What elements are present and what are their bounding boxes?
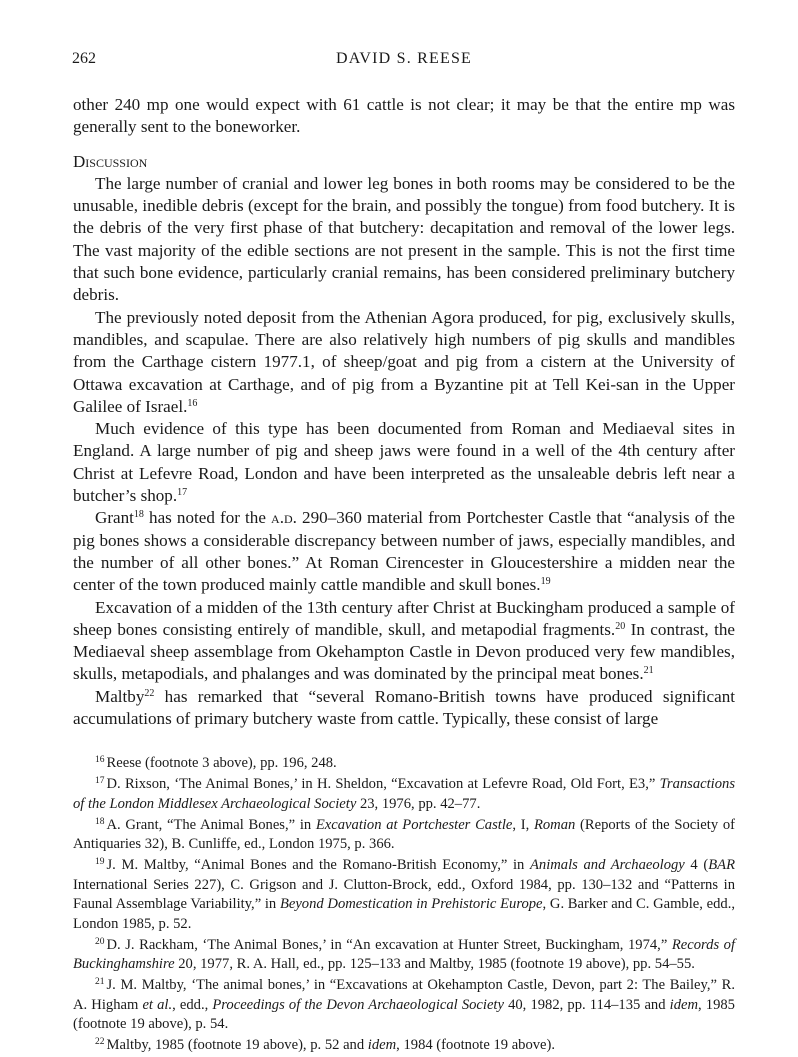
page xyxy=(73,50,735,1057)
footnote-text: 20, 1977, R. A. Hall, ed., pp. 125–133 and Maltby, 1985 (footnote 19 above), pp. 54–55. xyxy=(174,956,695,973)
paragraph xyxy=(73,686,735,731)
footnote-number: 16 xyxy=(95,755,105,766)
paragraph xyxy=(73,597,735,686)
footnote-text: 4 ( xyxy=(684,857,709,874)
footnote-number: 20 xyxy=(95,936,105,947)
paragraph xyxy=(73,307,735,418)
paragraph-text: Grant xyxy=(95,508,134,528)
footnote-title: Records of Buckinghamshire xyxy=(73,936,736,973)
footnote-reference[interactable]: 21 xyxy=(643,665,654,677)
footnote-text: Maltby, 1985 (footnote 19 above), p. 52 and xyxy=(106,1037,368,1054)
footnote-text: , G. Barker and C. Gamble, edd., London 1985, p. 52. xyxy=(73,896,735,932)
footnote-title: Excavation at Portchester Castle xyxy=(315,816,513,833)
paragraph-text: The previously noted deposit from the Athenian Agora produced, for pig, exclusively skulls, mandibles, and scapulae. There are also relatively high numbers of pig skulls and mandibles from the Carthage cistern 1977.1, of sheep/goat and pig from a cistern at the University of Ottawa excavation at Carthage, and of pig from a Byzantine pit at Tell Kei-san in the Upper Galilee of Israel. xyxy=(73,307,735,416)
footnote-number: 17 xyxy=(95,776,105,787)
footnote-number: 21 xyxy=(95,977,105,988)
footnote-title: Roman xyxy=(533,816,576,833)
footnote-title: idem xyxy=(367,1037,397,1054)
footnote-text: 40, 1982, pp. 114–135 and xyxy=(503,996,670,1013)
footnote-title: Proceedings of the Devon Archaeological Society xyxy=(212,996,504,1013)
section-heading: Discussion xyxy=(73,151,148,171)
paragraph-text: Much evidence of this type has been documented from Roman and Mediaeval sites in England. A large number of pig and sheep jaws were found in a well of the 4th century after Christ at Lefevre Road, London and have been interpreted as the unsaleable debris left near a butcher’s shop. xyxy=(73,419,735,506)
footnote-reference[interactable]: 17 xyxy=(177,487,188,499)
page-number: 262 xyxy=(72,50,96,67)
footnote-text: 23, 1976, pp. 42–77. xyxy=(356,795,481,812)
footnote-text: Reese (footnote 3 above), pp. 196, 248. xyxy=(106,755,337,772)
footnote-text: (Reports of the Society of Antiquaries 32), B. Cunliffe, ed., London 1975, p. 366. xyxy=(73,816,735,853)
footnote-title: BAR xyxy=(708,857,735,874)
footnote xyxy=(73,1036,735,1055)
paragraph-text: Excavation of a midden of the 13th century after Christ at Buckingham produced a sample of sheep bones consisting entirely of mandible, skull, and metapodial fragments. xyxy=(73,597,735,639)
footnote-text: , edd., xyxy=(172,996,213,1013)
footnote-title: idem xyxy=(669,996,699,1013)
paragraph-text: In contrast, the Mediaeval sheep assemblage from Okehampton Castle in Devon produced very few mandibles, skulls, metapodials, and phalanges and was dominated by the principal meat bones. xyxy=(73,619,736,684)
footnote-number: 22 xyxy=(95,1037,105,1048)
footnote-title: Animals and Archaeology xyxy=(529,857,685,874)
footnote-reference[interactable]: 19 xyxy=(540,576,551,588)
paragraph: The large number of cranial and lower leg bones in both rooms may be considered to be the unusable, inedible debris (except for the brain, and possibly the tongue) from food butchery. It is the debris of the very first phase of that butchery: decapitation and removal of the lower legs. The vast majority of the edible sections are not present in the sample. This is not the first time that such bone evidence, particularly cranial remains, has been considered preliminary butchery debris. xyxy=(73,173,735,305)
footnote-number: 18 xyxy=(95,816,105,827)
footnote-text: A. Grant, “The Animal Bones,” in xyxy=(106,816,316,833)
footnote-reference[interactable]: 20 xyxy=(615,620,626,632)
footnote xyxy=(73,816,735,855)
footnote-title: et al. xyxy=(142,996,173,1013)
footnote-number: 19 xyxy=(95,857,105,868)
footnote xyxy=(73,856,735,934)
footnote xyxy=(73,775,735,814)
paragraph-text: 290–360 material from Portchester Castle that “analysis of the pig bones shows a considerable discrepancy between number of jaws, especially mandibles, and the number of all other bones.” At Roman Cirencester in Gloucestershire a midden near the center of the town produced mainly cattle mandible and skull bones. xyxy=(73,508,735,595)
paragraph xyxy=(73,418,735,507)
page-header xyxy=(73,50,735,76)
body-text xyxy=(73,94,735,730)
footnote xyxy=(73,936,735,975)
footnote-text: , I, xyxy=(512,816,534,833)
footnote-text: , 1984 (footnote 19 above). xyxy=(396,1037,556,1054)
footnote-text: , 1985 (footnote 19 above), p. 54. xyxy=(73,996,735,1033)
footnote-title: Transactions of the London Middlesex Archaeological Society xyxy=(73,776,735,812)
footnote-reference[interactable]: 18 xyxy=(133,509,144,521)
footnote xyxy=(73,754,735,773)
footnote xyxy=(73,976,735,1034)
paragraph: other 240 mp one would expect with 61 cattle is not clear; it may be that the entire mp was generally sent to the boneworker. xyxy=(73,95,735,137)
paragraph-text: has noted for the xyxy=(143,508,272,528)
footnote-reference[interactable]: 16 xyxy=(187,397,198,409)
footnote-text: D. J. Rackham, ‘The Animal Bones,’ in “An excavation at Hunter Street, Buckingham, 1974,” xyxy=(106,936,672,953)
footnote-text: J. M. Maltby, ‘The animal bones,’ in “Excavations at Okehampton Castle, Devon, part 2: The Bailey,” R. A. Higham xyxy=(73,977,735,1013)
footnote-text: J. M. Maltby, “Animal Bones and the Romano-British Economy,” in xyxy=(106,857,530,874)
footnote-reference[interactable]: 22 xyxy=(144,687,155,699)
footnote-text: D. Rixson, ‘The Animal Bones,’ in H. Sheldon, “Excavation at Lefevre Road, Old Fort, E3,” xyxy=(106,776,660,793)
paragraph-text: has remarked that “several Romano-British towns have produced significant accumulations of primary butchery waste from cattle. Typically, these consist of large xyxy=(73,686,735,729)
era-abbreviation: a.d. xyxy=(271,508,297,528)
running-head: DAVID S. REESE xyxy=(335,50,473,67)
footnote-text: International Series 227), C. Grigson and J. Clutton-Brock, edd., Oxford 1984, pp. 130–132 and “Patterns in Faunal Assemblage Variability,” in xyxy=(73,876,735,913)
footnote-title: Beyond Domestication in Prehistoric Europe xyxy=(279,896,543,913)
paragraph-text: Maltby xyxy=(95,686,145,706)
paragraph xyxy=(73,507,735,596)
footnotes xyxy=(73,754,735,1055)
